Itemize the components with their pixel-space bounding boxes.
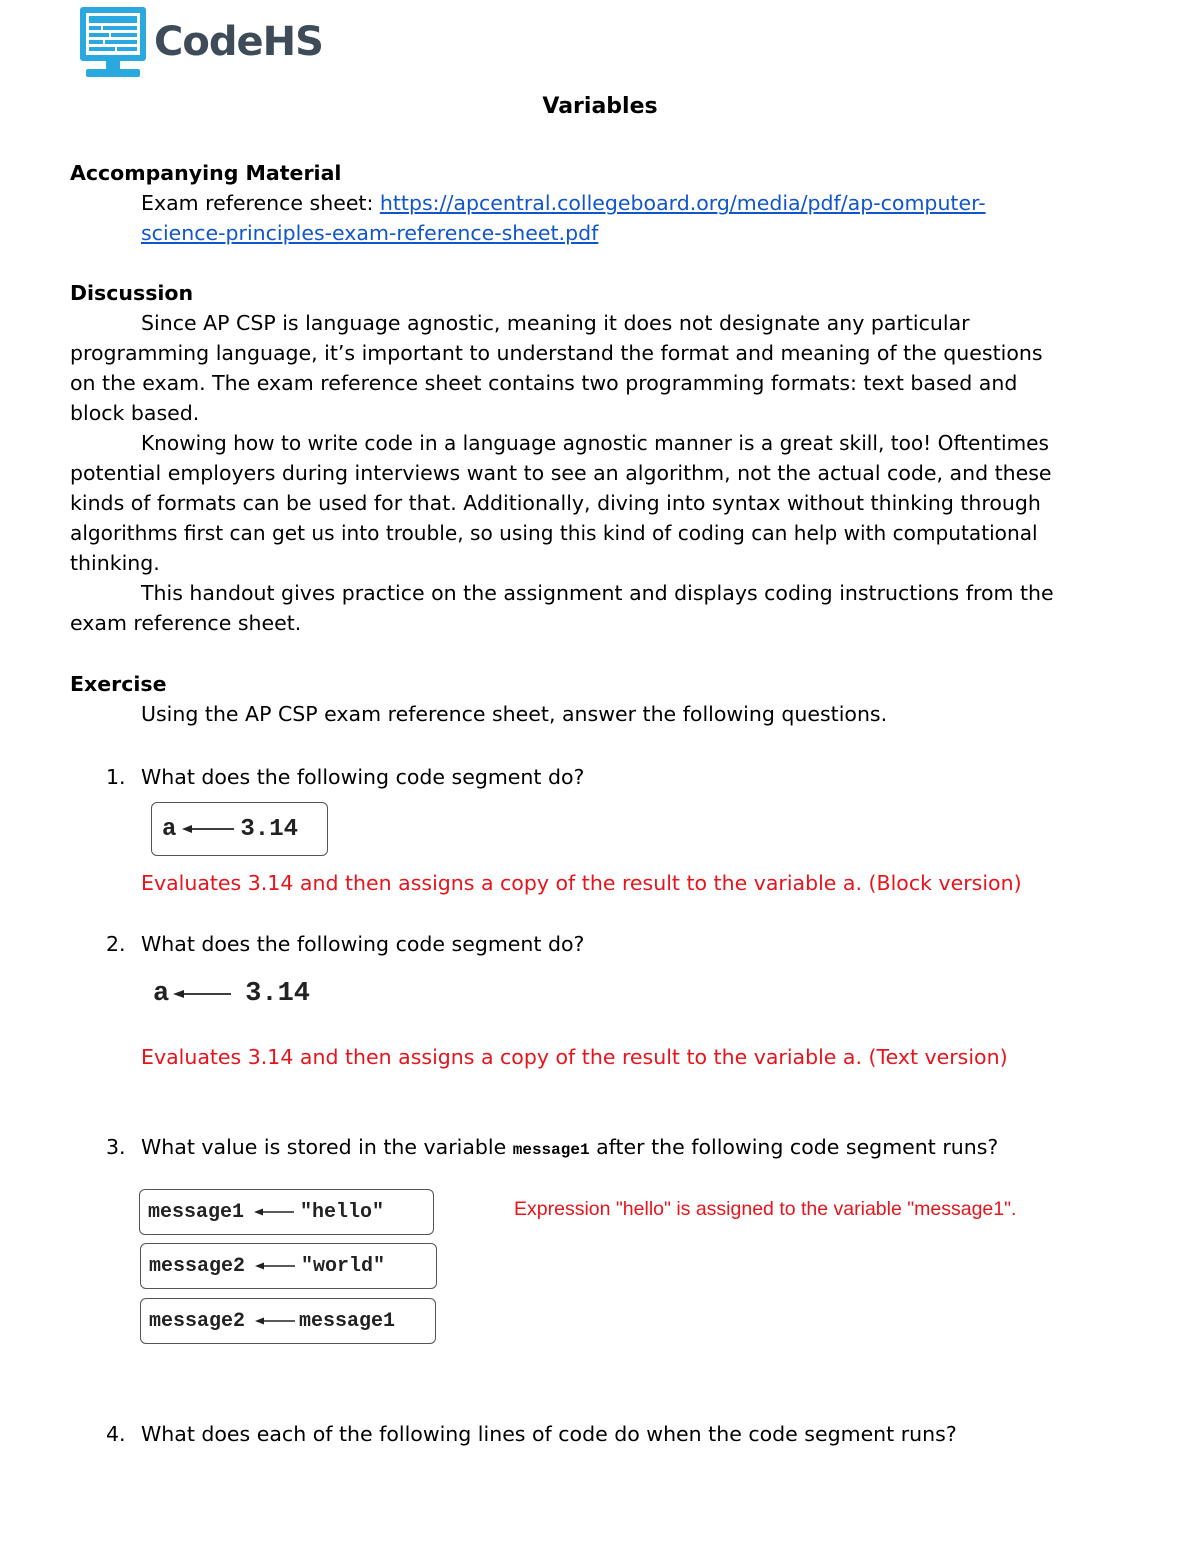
code-value: 3.14 — [240, 815, 299, 843]
section-heading-discussion: Discussion — [70, 281, 194, 305]
discussion-line: algorithms first can get us into trouble, so using this kind of coding can help with computational — [70, 521, 1038, 545]
question-text: What does each of the following lines of code do when the code segment runs? — [141, 1422, 957, 1446]
section-heading-accompanying: Accompanying Material — [70, 161, 342, 185]
page-title: Variables — [542, 94, 658, 119]
discussion-line: This handout gives practice on the assignment and displays coding instructions from the — [141, 581, 1054, 605]
discussion-line: block based. — [70, 401, 200, 425]
question-number: 4. — [106, 1422, 126, 1446]
code-variable: message2 — [149, 1254, 246, 1278]
answer-text: Evaluates 3.14 and then assigns a copy of the result to the variable a. (Block version) — [141, 871, 1022, 895]
brand-name: CodeHS — [154, 19, 323, 65]
code-variable: message1 — [148, 1200, 245, 1224]
assign-arrow-icon — [173, 987, 233, 1001]
code-variable: a — [162, 815, 177, 843]
answer-text: Expression "hello" is assigned to the variable "message1". — [514, 1198, 1017, 1220]
code-block — [139, 1189, 434, 1235]
question-text-after: after the following code segment runs? — [589, 1135, 999, 1159]
discussion-line: Knowing how to write code in a language agnostic manner is a great skill, too! Oftentimes — [141, 431, 1050, 455]
reference-link-continued[interactable]: science-principles-exam-reference-sheet.pdf — [141, 221, 599, 245]
text-code-line — [153, 976, 310, 1012]
assign-arrow-icon — [255, 1315, 295, 1327]
answer-text: Evaluates 3.14 and then assigns a copy of the result to the variable a. (Text version) — [141, 1045, 1008, 1069]
question-text-before: What value is stored in the variable — [141, 1135, 513, 1159]
inline-code: message1 — [512, 1141, 590, 1159]
code-block — [140, 1243, 437, 1289]
assign-arrow-icon — [182, 822, 236, 836]
discussion-line: potential employers during interviews want to see an algorithm, not the actual code, and these — [70, 461, 1052, 485]
reference-link-line2-wrap — [141, 218, 598, 248]
question-number: 3. — [106, 1135, 126, 1159]
code-value: message1 — [299, 1309, 396, 1333]
code-value: "world" — [301, 1254, 386, 1278]
discussion-line: on the exam. The exam reference sheet contains two programming formats: text based and — [70, 371, 1018, 395]
code-value: 3.14 — [245, 979, 311, 1009]
discussion-line: Since AP CSP is language agnostic, meaning it does not designate any particular — [141, 311, 970, 335]
discussion-line: programming language, it’s important to understand the format and meaning of the questions — [70, 341, 1043, 365]
reference-label: Exam reference sheet: — [141, 191, 380, 215]
discussion-line: kinds of formats can be used for that. Additionally, diving into syntax without thinking through — [70, 491, 1041, 515]
question-number: 1. — [106, 765, 126, 789]
code-block — [140, 1298, 436, 1344]
reference-line — [141, 188, 986, 218]
monitor-icon — [78, 5, 148, 81]
question-text — [141, 1132, 998, 1165]
reference-link[interactable]: https://apcentral.collegeboard.org/media/pdf/ap-computer- — [379, 191, 986, 215]
question-number: 2. — [106, 932, 126, 956]
code-value: "hello" — [300, 1200, 385, 1224]
discussion-line: thinking. — [70, 551, 160, 575]
question-text: What does the following code segment do? — [141, 765, 585, 789]
code-block — [151, 802, 328, 856]
discussion-line: exam reference sheet. — [70, 611, 302, 635]
code-variable: a — [153, 979, 170, 1009]
code-variable: message2 — [149, 1309, 246, 1333]
question-text: What does the following code segment do? — [141, 932, 585, 956]
codehs-logo — [78, 5, 323, 83]
exercise-intro: Using the AP CSP exam reference sheet, answer the following questions. — [141, 702, 888, 726]
assign-arrow-icon — [255, 1260, 295, 1272]
assign-arrow-icon — [254, 1206, 294, 1218]
section-heading-exercise: Exercise — [70, 672, 167, 696]
